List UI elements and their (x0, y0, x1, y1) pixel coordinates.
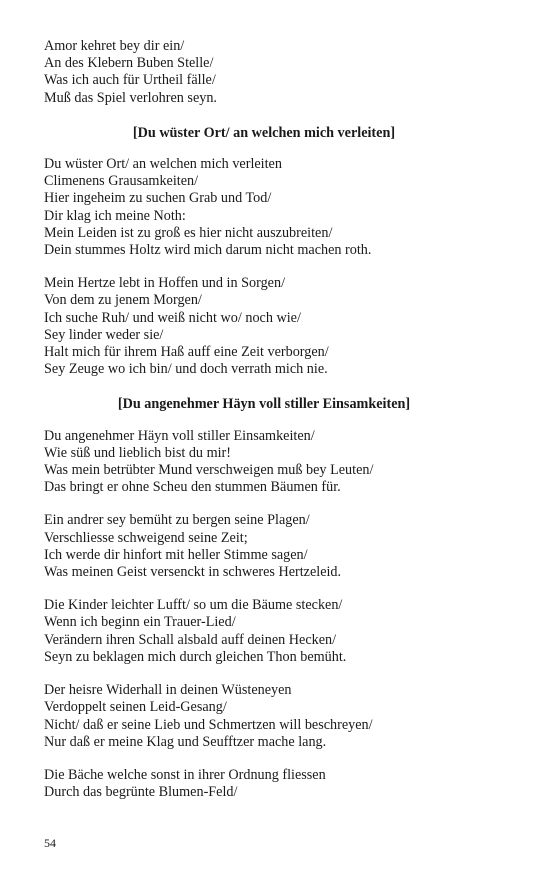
verse-line: Seyn zu beklagen mich durch gleichen Thon bemüht. (44, 648, 347, 665)
verse-line: Das bringt er ohne Scheu den stummen Bäumen für. (44, 479, 341, 496)
verse-line: An des Klebern Buben Stelle/ (44, 55, 214, 72)
verse-line: Du wüster Ort/ an welchen mich verleiten (44, 156, 282, 173)
page-body (44, 38, 514, 819)
verse-line: Dir klag ich meine Noth: (44, 207, 186, 224)
verse-line: Von dem zu jenem Morgen/ (44, 292, 202, 309)
verse-line: Was mein betrübter Mund verschweigen muß bey Leuten/ (44, 462, 374, 479)
verse-line: Verschliesse schweigend seine Zeit; (44, 529, 248, 546)
verse-line: Nicht/ daß er seine Lieb und Schmertzen will beschreyen/ (44, 716, 373, 733)
verse-line: Wenn ich beginn ein Trauer-Lied/ (44, 614, 236, 631)
verse-line: Nur daß er meine Klag und Seufftzer mache lang. (44, 733, 327, 750)
verse-line: Sey linder weder sie/ (44, 326, 164, 343)
verse-line: Mein Leiden ist zu groß es hier nicht auszubreiten/ (44, 224, 333, 241)
verse-line: Ich werde dir hinfort mit heller Stimme sagen/ (44, 546, 308, 563)
stanza (44, 428, 514, 497)
verse-line: Was meinen Geist versenckt in schweres Hertzeleid. (44, 564, 342, 581)
verse-line: Die Bäche welche sonst in ihrer Ordnung fliessen (44, 766, 326, 783)
verse-line: Mein Hertze lebt in Hoffen und in Sorgen/ (44, 275, 286, 292)
verse-line: Der heisre Widerhall in deinen Wüsteneyen (44, 682, 292, 699)
verse-line: Verdoppelt seinen Leid-Gesang/ (44, 699, 227, 716)
stanza (44, 767, 514, 801)
verse-line: Halt mich für ihrem Haß auff eine Zeit verborgen/ (44, 344, 329, 361)
verse-line: Ein andrer sey bemüht zu bergen seine Plagen/ (44, 512, 310, 529)
verse-line: Muß das Spiel verlohren seyn. (44, 89, 217, 106)
stanza (44, 156, 514, 259)
verse-line: Die Kinder leichter Lufft/ so um die Bäume stecken/ (44, 597, 343, 614)
stanza (44, 512, 514, 581)
poem-du-angenehmer-hayn (44, 396, 514, 801)
verse-line: Hier ingeheim zu suchen Grab und Tod/ (44, 190, 272, 207)
poem-heading: [Du wüster Ort/ an welchen mich verleiten] (132, 124, 396, 141)
poem-heading: [Du angenehmer Häyn voll stiller Einsamkeiten] (117, 396, 411, 413)
poem-continuation (44, 38, 514, 107)
verse-line: Durch das begrünte Blumen-Feld/ (44, 784, 238, 801)
poem-du-wuester-ort (44, 125, 514, 379)
verse-line: Verändern ihren Schall alsbald auff deinen Hecken/ (44, 631, 337, 648)
stanza (44, 597, 514, 666)
verse-line: Was ich auch für Urtheil fälle/ (44, 72, 216, 89)
verse-line: Climenens Grausamkeiten/ (44, 173, 199, 190)
stanza (44, 275, 514, 378)
verse-line: Sey Zeuge wo ich bin/ und doch verrath mich nie. (44, 361, 328, 378)
verse-line: Amor kehret bey dir ein/ (44, 38, 185, 54)
verse-line: Du angenehmer Häyn voll stiller Einsamkeiten/ (44, 427, 315, 444)
verse-line: Ich suche Ruh/ und weiß nicht wo/ noch wie/ (44, 309, 301, 326)
stanza (44, 682, 514, 751)
verse-line: Wie süß und lieblich bist du mir! (44, 444, 231, 461)
page-number: 54 (44, 836, 56, 850)
stanza (44, 38, 514, 107)
verse-line: Dein stummes Holtz wird mich darum nicht machen roth. (44, 242, 372, 259)
